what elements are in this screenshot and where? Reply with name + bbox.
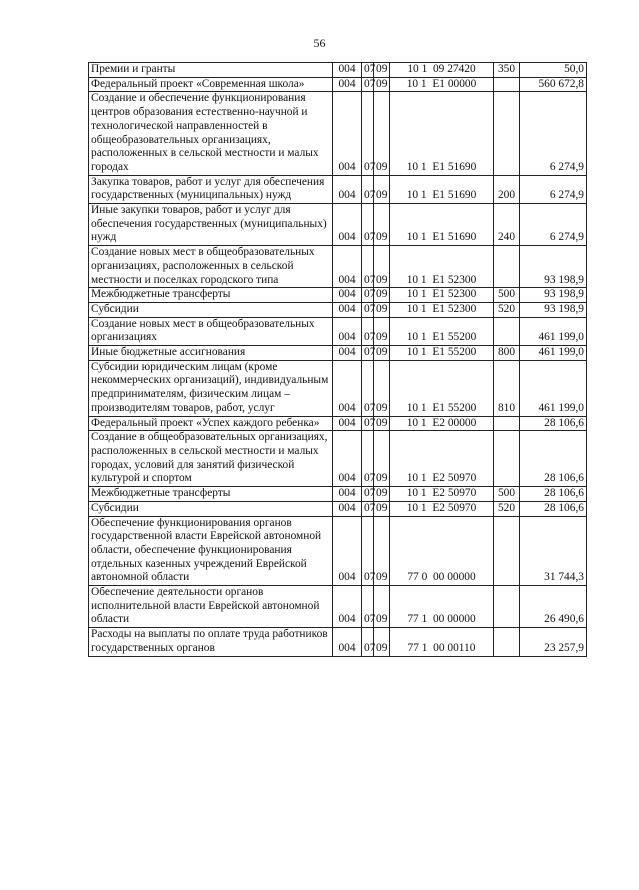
row-target-article-cell: 10 1 E1 55200 [390,346,494,361]
row-amount-cell: 93 198,9 [520,246,587,288]
row-amount-cell: 461 199,0 [520,360,587,416]
row-target-article-cell: 10 1 E1 52300 [390,302,494,317]
row-amount-cell: 6 274,9 [520,204,587,246]
table-row [89,204,587,246]
row-name-cell: Иные закупки товаров, работ и услуг для обеспечения государственных (муниципальных) нужд [89,204,333,246]
row-admin-code-cell: 004 [333,288,362,303]
row-admin-code-cell: 004 [333,586,362,628]
row-amount-cell: 461 199,0 [520,346,587,361]
table-row [89,175,587,203]
table-row [89,246,587,288]
row-name-cell: Премии и гранты [89,63,333,78]
table-row [89,487,587,502]
row-name-cell: Федеральный проект «Современная школа» [89,77,333,92]
row-section-cell: 07 [362,487,374,502]
row-admin-code-cell: 004 [333,175,362,203]
row-section-cell: 07 [362,346,374,361]
row-section-cell: 07 [362,246,374,288]
table-row [89,346,587,361]
row-target-article-cell: 10 1 E1 51690 [390,204,494,246]
row-expense-type-cell [494,628,520,656]
budget-table [88,62,587,657]
table-row [89,288,587,303]
row-target-article-cell: 10 1 E1 52300 [390,246,494,288]
row-section-cell: 07 [362,204,374,246]
row-target-article-cell: 10 1 E1 55200 [390,317,494,345]
row-amount-cell: 6 274,9 [520,175,587,203]
row-section-cell: 07 [362,302,374,317]
row-subsection-cell: 09 [374,360,390,416]
row-target-article-cell: 77 1 00 00000 [390,586,494,628]
row-expense-type-cell: 500 [494,288,520,303]
row-expense-type-cell [494,317,520,345]
row-target-article-cell: 10 1 E1 51690 [390,92,494,175]
row-name-cell: Расходы на выплаты по оплате труда работников государственных органов [89,628,333,656]
row-admin-code-cell: 004 [333,516,362,586]
row-name-cell: Субсидии [89,302,333,317]
table-row [89,317,587,345]
row-admin-code-cell: 004 [333,317,362,345]
row-subsection-cell: 09 [374,246,390,288]
row-target-article-cell: 10 1 E2 50970 [390,501,494,516]
row-expense-type-cell [494,516,520,586]
row-section-cell: 07 [362,431,374,487]
row-target-article-cell: 10 1 09 27420 [390,63,494,78]
row-admin-code-cell: 004 [333,63,362,78]
row-target-article-cell: 10 1 E1 55200 [390,360,494,416]
row-section-cell: 07 [362,77,374,92]
row-name-cell: Создание в общеобразовательных организациях, расположенных в сельской местности и малых городах, условий для занятий физической культурой и спортом [89,431,333,487]
row-section-cell: 07 [362,92,374,175]
page-number: 56 [313,36,326,50]
row-subsection-cell: 09 [374,516,390,586]
row-name-cell: Межбюджетные трансферты [89,288,333,303]
row-expense-type-cell [494,92,520,175]
row-name-cell: Закупка товаров, работ и услуг для обеспечения государственных (муниципальных) нужд [89,175,333,203]
row-amount-cell: 28 106,6 [520,487,587,502]
row-name-cell: Создание новых мест в общеобразовательных организациях [89,317,333,345]
row-expense-type-cell: 520 [494,501,520,516]
row-amount-cell: 28 106,6 [520,431,587,487]
row-name-cell: Субсидии [89,501,333,516]
table-row [89,586,587,628]
row-amount-cell: 50,0 [520,63,587,78]
row-admin-code-cell: 004 [333,246,362,288]
row-expense-type-cell: 200 [494,175,520,203]
row-section-cell: 07 [362,317,374,345]
row-amount-cell: 23 257,9 [520,628,587,656]
table-row [89,63,587,78]
budget-table-body [89,63,587,657]
row-amount-cell: 93 198,9 [520,288,587,303]
table-row [89,516,587,586]
row-target-article-cell: 10 1 E1 00000 [390,77,494,92]
row-name-cell: Обеспечение функционирования органов государственной власти Еврейской автономной области, обеспечение функционирования отдельных казенных учреждений Еврейской автономной области [89,516,333,586]
row-section-cell: 07 [362,628,374,656]
row-admin-code-cell: 004 [333,487,362,502]
row-section-cell: 07 [362,288,374,303]
row-admin-code-cell: 004 [333,416,362,431]
row-amount-cell: 26 490,6 [520,586,587,628]
row-expense-type-cell [494,416,520,431]
row-name-cell: Федеральный проект «Успех каждого ребенка» [89,416,333,431]
row-subsection-cell: 09 [374,175,390,203]
table-row [89,416,587,431]
table-row [89,360,587,416]
row-admin-code-cell: 004 [333,92,362,175]
row-subsection-cell: 09 [374,63,390,78]
row-subsection-cell: 09 [374,586,390,628]
row-name-cell: Межбюджетные трансферты [89,487,333,502]
table-row [89,92,587,175]
row-subsection-cell: 09 [374,92,390,175]
row-target-article-cell: 10 1 E1 52300 [390,288,494,303]
table-row [89,501,587,516]
row-name-cell: Иные бюджетные ассигнования [89,346,333,361]
row-expense-type-cell: 500 [494,487,520,502]
row-subsection-cell: 09 [374,431,390,487]
row-expense-type-cell: 800 [494,346,520,361]
row-subsection-cell: 09 [374,204,390,246]
row-admin-code-cell: 004 [333,628,362,656]
row-admin-code-cell: 004 [333,346,362,361]
table-row [89,628,587,656]
row-name-cell: Создание и обеспечение функционирования центров образования естественно-научной и технологической направленностей в общеобразовательных организациях, расположенных в сельской местности и малых городах [89,92,333,175]
row-expense-type-cell: 520 [494,302,520,317]
row-name-cell: Создание новых мест в общеобразовательных организациях, расположенных в сельской местности и поселках городского типа [89,246,333,288]
row-section-cell: 07 [362,175,374,203]
row-admin-code-cell: 004 [333,77,362,92]
row-target-article-cell: 77 1 00 00110 [390,628,494,656]
row-admin-code-cell: 004 [333,302,362,317]
row-target-article-cell: 10 1 E1 51690 [390,175,494,203]
row-amount-cell: 6 274,9 [520,92,587,175]
row-target-article-cell: 10 1 E2 50970 [390,487,494,502]
row-amount-cell: 31 744,3 [520,516,587,586]
row-expense-type-cell [494,586,520,628]
row-expense-type-cell [494,431,520,487]
row-admin-code-cell: 004 [333,501,362,516]
row-expense-type-cell: 350 [494,63,520,78]
row-subsection-cell: 09 [374,628,390,656]
row-expense-type-cell [494,246,520,288]
row-subsection-cell: 09 [374,416,390,431]
row-section-cell: 07 [362,501,374,516]
row-subsection-cell: 09 [374,288,390,303]
row-expense-type-cell [494,77,520,92]
row-subsection-cell: 09 [374,302,390,317]
row-admin-code-cell: 004 [333,431,362,487]
row-subsection-cell: 09 [374,77,390,92]
row-target-article-cell: 10 1 E2 50970 [390,431,494,487]
row-expense-type-cell: 810 [494,360,520,416]
table-row [89,302,587,317]
row-name-cell: Субсидии юридическим лицам (кроме некоммерческих организаций), индивидуальным предпринимателям, физическим лицам – производителям товаров, работ, услуг [89,360,333,416]
table-row [89,431,587,487]
row-target-article-cell: 77 0 00 00000 [390,516,494,586]
row-subsection-cell: 09 [374,346,390,361]
row-subsection-cell: 09 [374,501,390,516]
row-amount-cell: 28 106,6 [520,416,587,431]
row-name-cell: Обеспечение деятельности органов исполнительной власти Еврейской автономной области [89,586,333,628]
row-admin-code-cell: 004 [333,360,362,416]
row-amount-cell: 28 106,6 [520,501,587,516]
table-row [89,77,587,92]
row-section-cell: 07 [362,586,374,628]
row-expense-type-cell: 240 [494,204,520,246]
row-subsection-cell: 09 [374,487,390,502]
row-admin-code-cell: 004 [333,204,362,246]
row-section-cell: 07 [362,516,374,586]
row-section-cell: 07 [362,63,374,78]
row-target-article-cell: 10 1 E2 00000 [390,416,494,431]
row-section-cell: 07 [362,416,374,431]
row-section-cell: 07 [362,360,374,416]
row-amount-cell: 461 199,0 [520,317,587,345]
row-subsection-cell: 09 [374,317,390,345]
row-amount-cell: 560 672,8 [520,77,587,92]
row-amount-cell: 93 198,9 [520,302,587,317]
